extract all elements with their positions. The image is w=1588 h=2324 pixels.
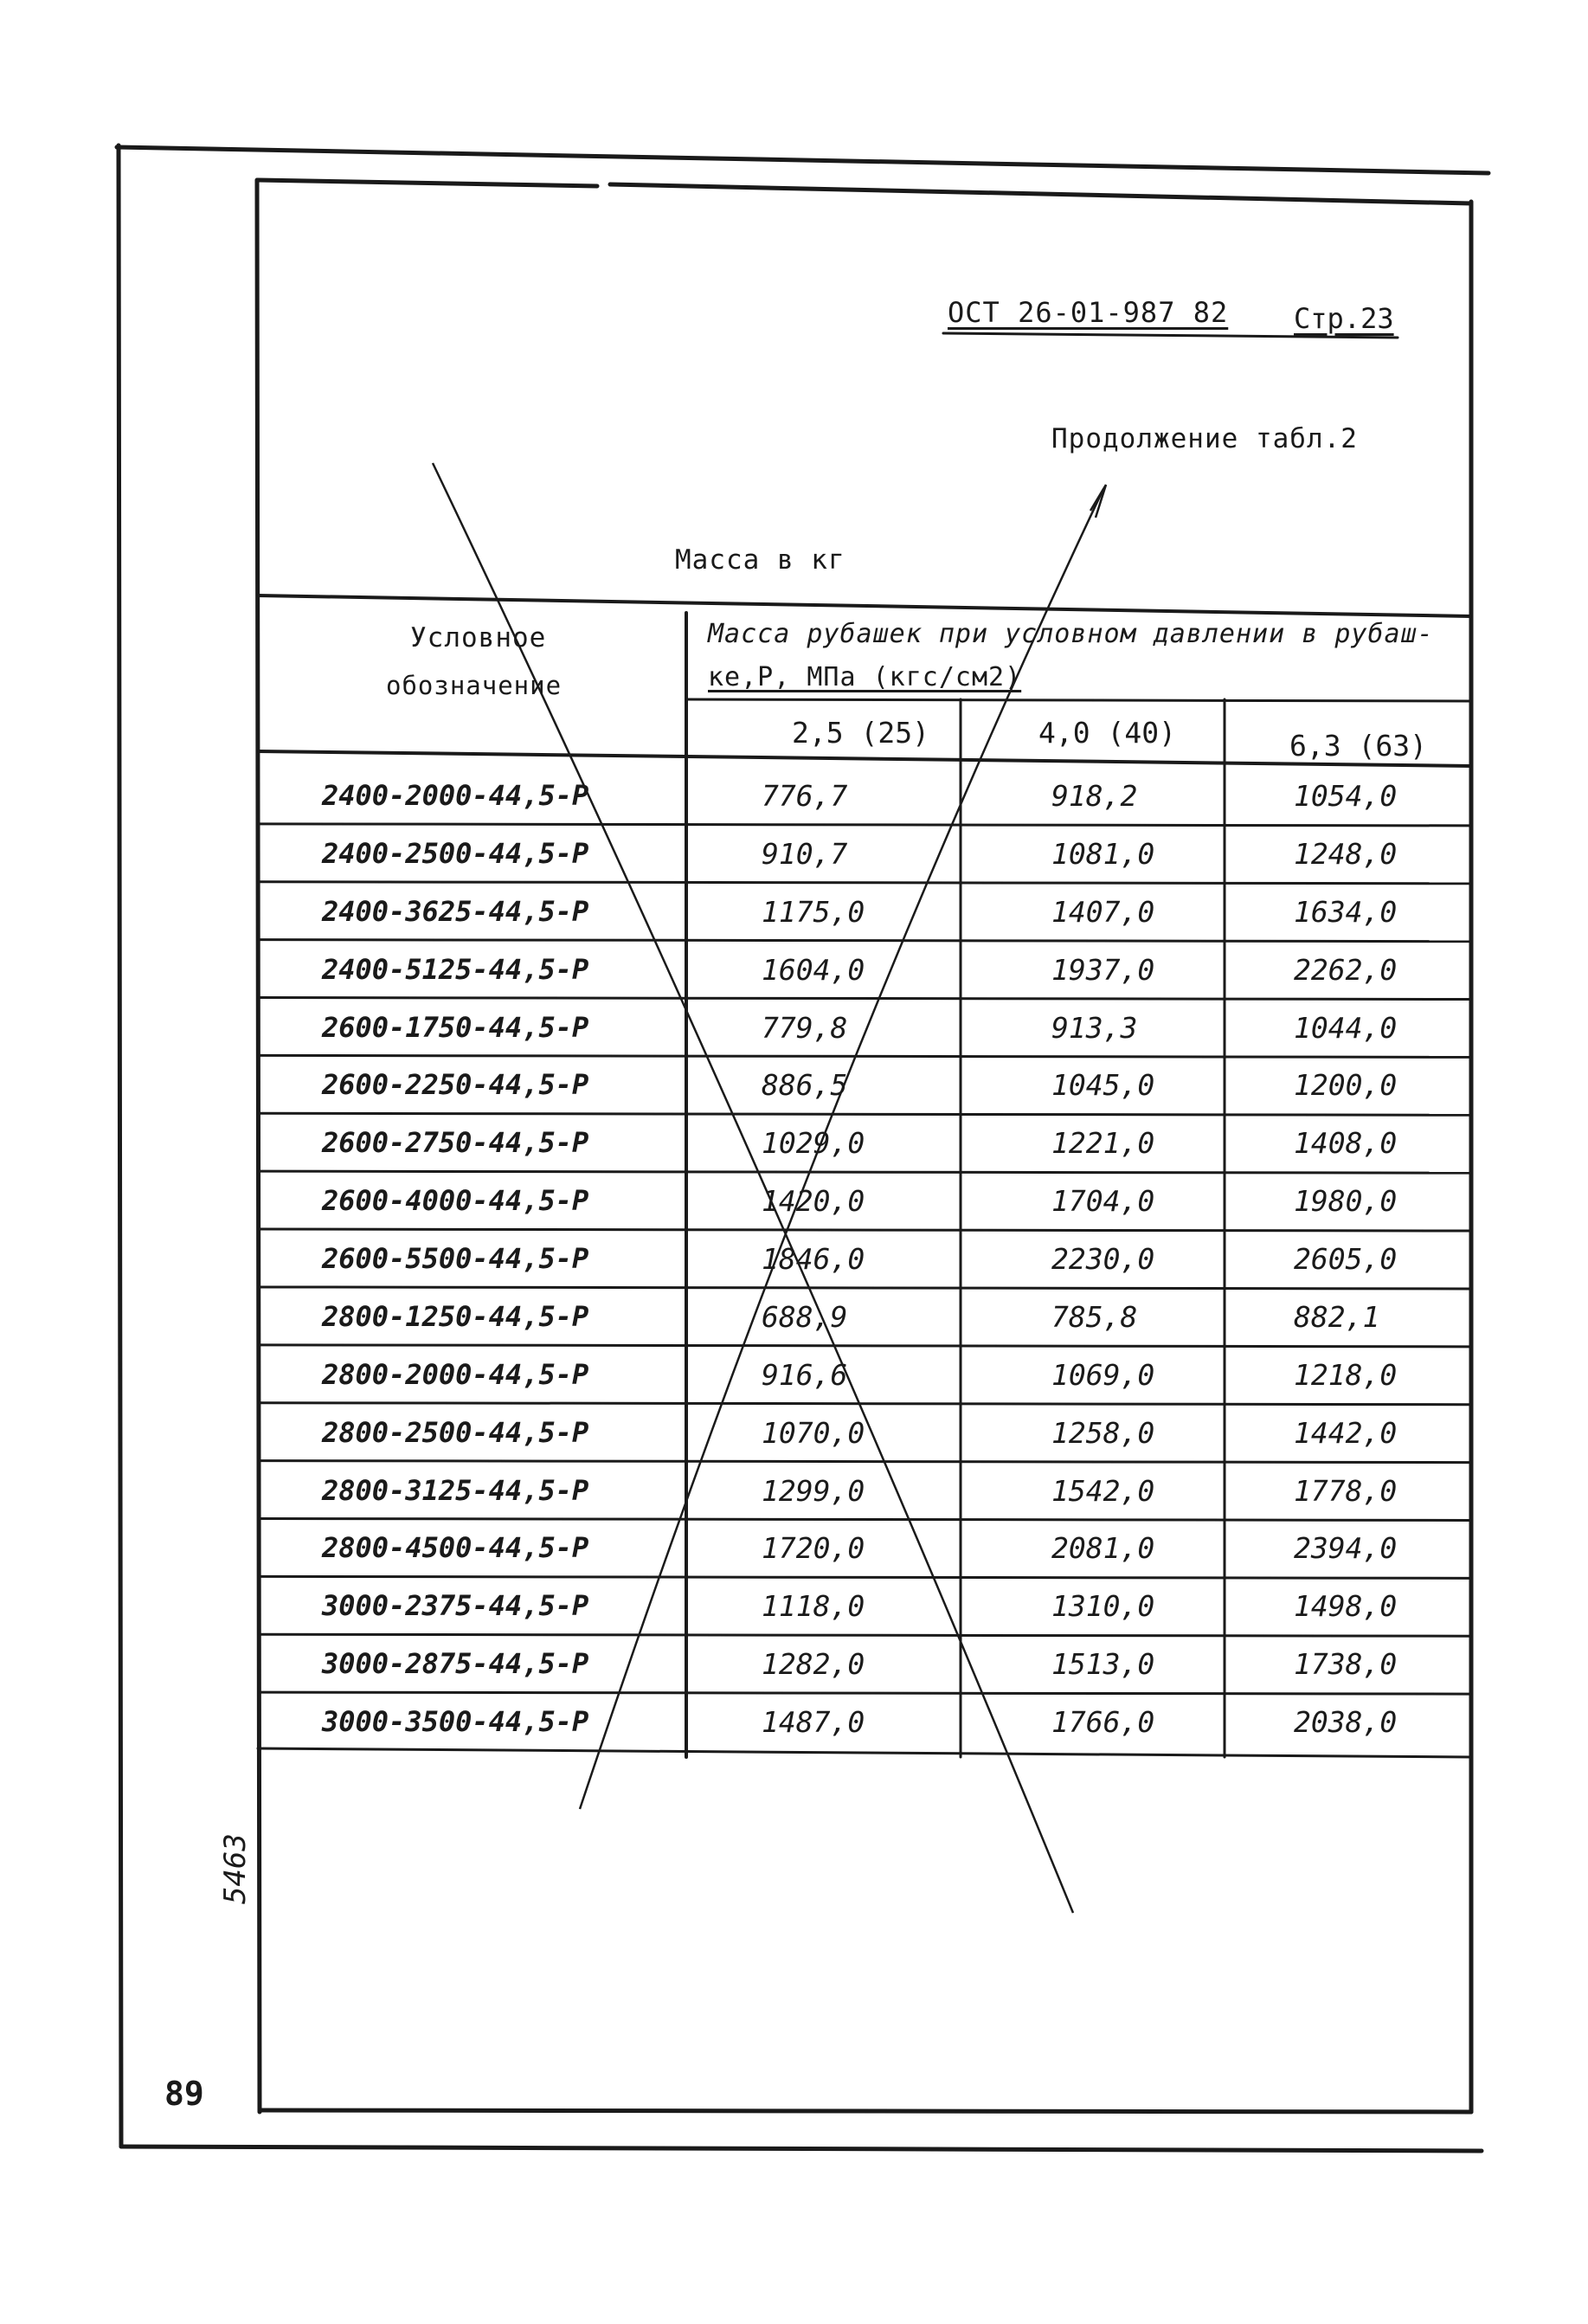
table-row	[0, 1236, 1588, 1287]
row-mass-2-5: 1720,0	[762, 1531, 865, 1566]
row-designation: 2400-2000-44,5-Р	[322, 779, 589, 812]
row-divider	[258, 1634, 1471, 1636]
table-row	[0, 1178, 1588, 1229]
row-mass-4-0: 918,2	[1051, 779, 1138, 813]
row-mass-6-3: 1044,0	[1294, 1010, 1398, 1045]
table-row	[0, 1294, 1588, 1345]
table-row	[0, 1120, 1588, 1171]
row-designation: 3000-2375-44,5-Р	[322, 1589, 589, 1623]
row-mass-2-5: 779,8	[762, 1010, 848, 1045]
margin-stamp: 5463	[218, 1833, 253, 1904]
row-mass-6-3: 2394,0	[1294, 1531, 1398, 1566]
table-row	[0, 1352, 1588, 1403]
row-designation: 3000-2875-44,5-Р	[322, 1647, 589, 1681]
row-divider	[258, 998, 1471, 1000]
row-mass-2-5: 916,6	[762, 1357, 848, 1392]
row-mass-6-3: 882,1	[1294, 1299, 1380, 1334]
row-mass-4-0: 1766,0	[1051, 1705, 1155, 1740]
table-row	[0, 1062, 1588, 1113]
row-designation: 2600-4000-44,5-Р	[322, 1184, 589, 1218]
column-header-designation-line1: Условное	[410, 622, 547, 653]
table-continuation-label: Продолжение табл.2	[1051, 423, 1358, 454]
table-row	[0, 1583, 1588, 1634]
column-header-designation-line2: обозначение	[386, 671, 563, 700]
table-row	[0, 1468, 1588, 1519]
table-row	[0, 831, 1588, 882]
row-mass-2-5: 776,7	[762, 779, 848, 813]
row-divider	[258, 1403, 1471, 1405]
row-mass-2-5: 1846,0	[762, 1242, 865, 1277]
row-designation: 2600-2250-44,5-Р	[322, 1068, 589, 1102]
row-mass-2-5: 1282,0	[762, 1647, 865, 1682]
row-mass-2-5: 1420,0	[762, 1184, 865, 1219]
row-mass-4-0: 1069,0	[1051, 1357, 1155, 1392]
row-divider	[258, 1518, 1471, 1520]
row-designation: 2800-2000-44,5-Р	[322, 1357, 589, 1391]
row-divider	[258, 1576, 1471, 1578]
row-mass-4-0: 1513,0	[1051, 1647, 1155, 1682]
row-divider	[258, 940, 1471, 942]
row-mass-2-5: 688,9	[762, 1299, 848, 1334]
table-row	[0, 947, 1588, 998]
row-mass-6-3: 2605,0	[1294, 1242, 1398, 1277]
row-mass-6-3: 1408,0	[1294, 1126, 1398, 1161]
row-mass-2-5: 886,5	[762, 1068, 848, 1103]
row-mass-6-3: 1634,0	[1294, 894, 1398, 929]
row-mass-4-0: 1258,0	[1051, 1415, 1155, 1450]
pressure-header-3: 6,3 (63)	[1289, 729, 1427, 763]
row-mass-2-5: 1070,0	[762, 1415, 865, 1450]
row-mass-6-3: 2038,0	[1294, 1705, 1398, 1740]
column-header-mass-line1: Масса рубашек при условном давлении в рубаш-	[708, 619, 1434, 649]
row-divider	[258, 1113, 1471, 1115]
row-mass-6-3: 1248,0	[1294, 836, 1398, 871]
table-row	[0, 1525, 1588, 1576]
row-designation: 2800-1250-44,5-Р	[322, 1299, 589, 1333]
row-mass-2-5: 1118,0	[762, 1589, 865, 1624]
page-number: 89	[164, 2075, 204, 2113]
row-mass-2-5: 1175,0	[762, 894, 865, 929]
row-mass-6-3: 1738,0	[1294, 1647, 1398, 1682]
row-mass-6-3: 1498,0	[1294, 1589, 1398, 1624]
row-divider	[258, 1287, 1471, 1289]
row-mass-4-0: 1081,0	[1051, 836, 1155, 871]
row-mass-4-0: 1704,0	[1051, 1184, 1155, 1219]
row-designation: 2800-3125-44,5-Р	[322, 1473, 589, 1507]
row-mass-6-3: 1054,0	[1294, 779, 1398, 813]
row-mass-2-5: 1029,0	[762, 1126, 865, 1161]
row-mass-2-5: 1487,0	[762, 1705, 865, 1740]
row-divider	[258, 1461, 1471, 1463]
mass-unit-label: Масса в кг	[675, 544, 845, 576]
row-divider	[258, 1692, 1471, 1694]
pressure-header-2: 4,0 (40)	[1038, 716, 1176, 750]
row-divider	[258, 1171, 1471, 1173]
row-designation: 3000-3500-44,5-Р	[322, 1705, 589, 1739]
table-row	[0, 1410, 1588, 1461]
row-designation: 2600-2750-44,5-Р	[322, 1126, 589, 1160]
row-divider	[258, 1229, 1471, 1231]
row-mass-2-5: 1604,0	[762, 952, 865, 987]
row-designation: 2800-2500-44,5-Р	[322, 1415, 589, 1449]
row-mass-4-0: 2230,0	[1051, 1242, 1155, 1277]
row-designation: 2600-5500-44,5-Р	[322, 1242, 589, 1276]
column-header-mass-line2: ке,P, МПа (кгс/см2)	[708, 662, 1022, 692]
row-divider	[258, 824, 1471, 826]
table-row	[0, 773, 1588, 824]
row-mass-6-3: 1218,0	[1294, 1357, 1398, 1392]
row-designation: 2800-4500-44,5-Р	[322, 1531, 589, 1565]
table-row	[0, 1005, 1588, 1056]
page-label: Стр.23	[1294, 302, 1394, 335]
row-divider	[258, 1345, 1471, 1347]
row-mass-4-0: 2081,0	[1051, 1531, 1155, 1566]
row-designation: 2400-3625-44,5-Р	[322, 894, 589, 928]
table-row	[0, 889, 1588, 940]
document-code: ОСТ 26-01-987 82	[948, 296, 1229, 329]
row-designation: 2400-2500-44,5-Р	[322, 836, 589, 870]
row-mass-6-3: 1200,0	[1294, 1068, 1398, 1103]
row-mass-2-5: 1299,0	[762, 1473, 865, 1508]
row-mass-4-0: 1407,0	[1051, 894, 1155, 929]
row-mass-4-0: 1310,0	[1051, 1589, 1155, 1624]
row-mass-4-0: 1542,0	[1051, 1473, 1155, 1508]
row-designation: 2600-1750-44,5-Р	[322, 1010, 589, 1044]
row-mass-4-0: 1045,0	[1051, 1068, 1155, 1103]
pressure-header-1: 2,5 (25)	[792, 716, 929, 750]
row-mass-6-3: 1778,0	[1294, 1473, 1398, 1508]
row-divider	[258, 1055, 1471, 1057]
row-designation: 2400-5125-44,5-Р	[322, 952, 589, 986]
row-mass-2-5: 910,7	[762, 836, 848, 871]
row-mass-6-3: 1980,0	[1294, 1184, 1398, 1219]
row-mass-4-0: 1221,0	[1051, 1126, 1155, 1161]
row-mass-4-0: 1937,0	[1051, 952, 1155, 987]
table-row	[0, 1699, 1588, 1750]
row-mass-6-3: 2262,0	[1294, 952, 1398, 987]
row-mass-6-3: 1442,0	[1294, 1415, 1398, 1450]
row-mass-4-0: 913,3	[1051, 1010, 1138, 1045]
table-row	[0, 1641, 1588, 1692]
row-divider	[258, 882, 1471, 884]
row-mass-4-0: 785,8	[1051, 1299, 1138, 1334]
